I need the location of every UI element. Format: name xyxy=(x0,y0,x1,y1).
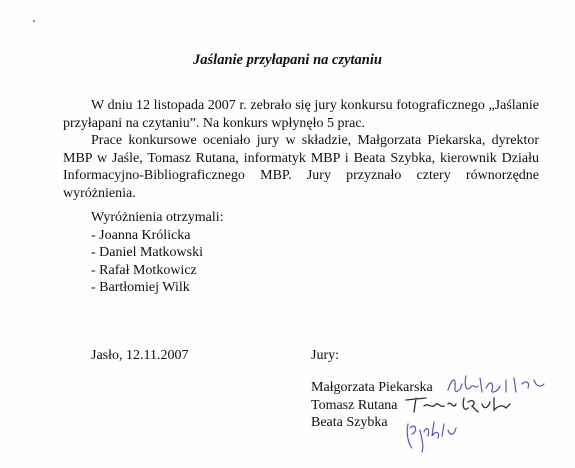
signature-rutana xyxy=(402,392,514,416)
jury-heading: Jury: xyxy=(311,348,339,363)
paragraph-intro: W dniu 12 listopada 2007 r. zebrało się jury konkursu fotograficznego „Jaślanie przyłapani na czytaniu”. Na konkurs wpłynęło 5 prac. xyxy=(63,98,539,131)
jury-member: Małgorzata Piekarska xyxy=(311,380,433,395)
scan-speck xyxy=(33,20,35,22)
paragraph-jury: Prace konkursowe oceniało jury w składzie, Małgorzata Piekarska, dyrektor MBP w Jaśle, Tomasz Rutana, informatyk MBP i Beata Szybka, kierownik Działu Informacyjno-Bibliograficznego MBP. Jury przyznało cztery równorzędne wyróżnienia. xyxy=(63,133,539,201)
signature-szybka xyxy=(402,414,462,454)
winner-item: - Rafał Motkowicz xyxy=(91,262,197,278)
place-date: Jasło, 12.11.2007 xyxy=(91,348,189,363)
winner-item: - Daniel Matkowski xyxy=(91,245,203,260)
jury-member: Beata Szybka xyxy=(311,415,388,430)
winner-item: - Bartłomiej Wilk xyxy=(91,280,190,295)
awards-list xyxy=(91,209,224,297)
document-body xyxy=(63,97,539,202)
document-title: Jaślanie przyłapani na czytaniu xyxy=(193,52,382,68)
jury-member: Tomasz Rutana xyxy=(311,397,398,413)
awards-heading: Wyróżnienia otrzymali: xyxy=(91,210,224,225)
winner-item: - Joanna Królicka xyxy=(91,227,191,243)
